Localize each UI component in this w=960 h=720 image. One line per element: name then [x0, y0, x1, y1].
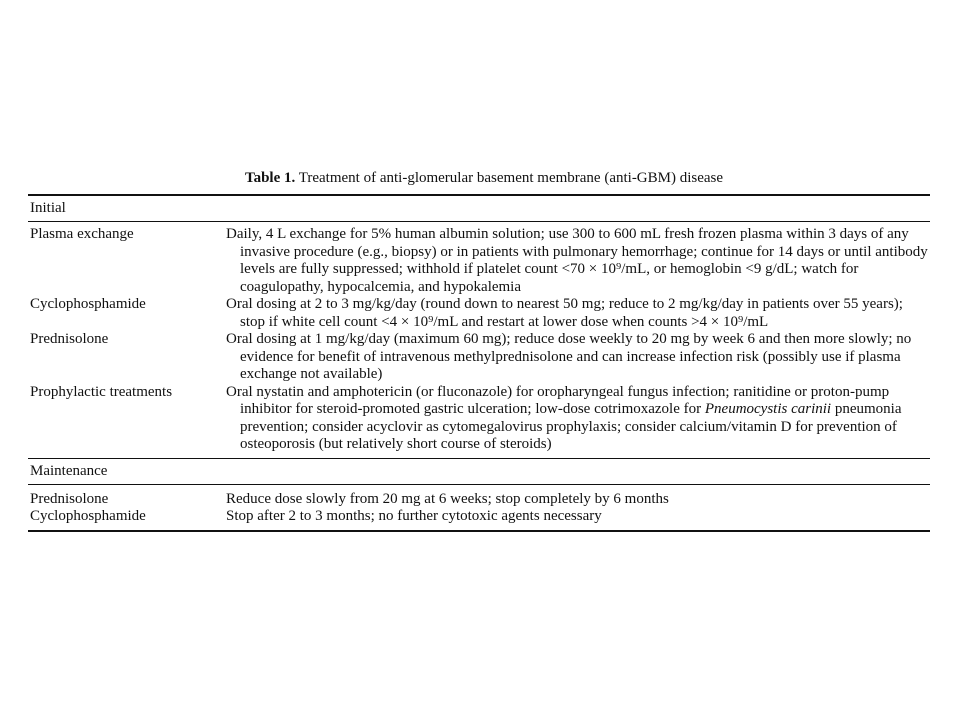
treatment-table — [28, 168, 930, 532]
row-description-part: Oral nystatin and amphotericin (or fluconazole) for oropharyngeal fungus infection; ranitidine or proton-pump inhibitor for steroid-promoted gastric ulceration; low-dose cotrimoxazole for — [226, 383, 890, 417]
section-title-maintenance: Maintenance — [30, 462, 108, 479]
table-row — [28, 508, 930, 526]
table-bottom-rule — [28, 530, 930, 532]
table-row — [28, 384, 930, 454]
section-body-initial — [28, 222, 930, 458]
table-row — [28, 296, 930, 331]
row-label: Prednisolone — [30, 490, 109, 507]
row-description: Oral dosing at 2 to 3 mg/kg/day (round down to nearest 50 mg; reduce to 2 mg/kg/day in patients over 55 years); stop if white cell count <4 × 10⁹/mL and restart at lower dose when counts >4 × 10⁹/mL — [226, 296, 903, 330]
row-description-part: pneumonia prevention; consider acyclovir as cytomegalovirus prophylaxis; consider calcium/vitamin D for prevention of osteoporosis (but relatively short course of steroids) — [240, 401, 902, 452]
table-row — [28, 491, 930, 509]
row-label: Prophylactic treatments — [30, 383, 173, 400]
row-label: Cyclophosphamide — [30, 296, 146, 312]
row-label: Cyclophosphamide — [30, 508, 146, 524]
table-caption — [28, 168, 930, 188]
row-label: Prednisolone — [30, 331, 109, 347]
table-caption-label: Table 1. — [244, 170, 296, 186]
row-label: Plasma exchange — [30, 226, 134, 242]
table-row — [28, 331, 930, 384]
section-body-maintenance — [28, 485, 930, 530]
row-description: Daily, 4 L exchange for 5% human albumin solution; use 300 to 600 mL fresh frozen plasma within 3 days of any invasive procedure (e.g., biopsy) or in patients with pulmonary hemorrhage; continue for 14 days or until antibody levels are fully suppressed; withhold if platelet count <70 × 10⁹/mL, or hemoglobin <9 g/dL; watch for coagulopathy, hypocalcemia, and hypokalemia — [226, 226, 928, 295]
row-description: Stop after 2 to 3 months; no further cytotoxic agents necessary — [226, 508, 602, 524]
table-caption-text: Treatment of anti-glomerular basement membrane (anti-GBM) disease — [295, 170, 724, 186]
row-description-italic: Pneumocystis carinii — [704, 401, 832, 417]
row-description: Oral dosing at 1 mg/kg/day (maximum 60 mg); reduce dose weekly to 20 mg by week 6 and then more slowly; no evidence for benefit of intravenous methylprednisolone and can increase infection risk (possibly use if plasma exchange not available) — [226, 331, 912, 382]
table-row — [28, 226, 930, 296]
row-description — [226, 384, 930, 454]
row-description: Reduce dose slowly from 20 mg at 6 weeks; stop completely by 6 months — [226, 490, 669, 507]
section-title-initial: Initial — [30, 200, 66, 216]
